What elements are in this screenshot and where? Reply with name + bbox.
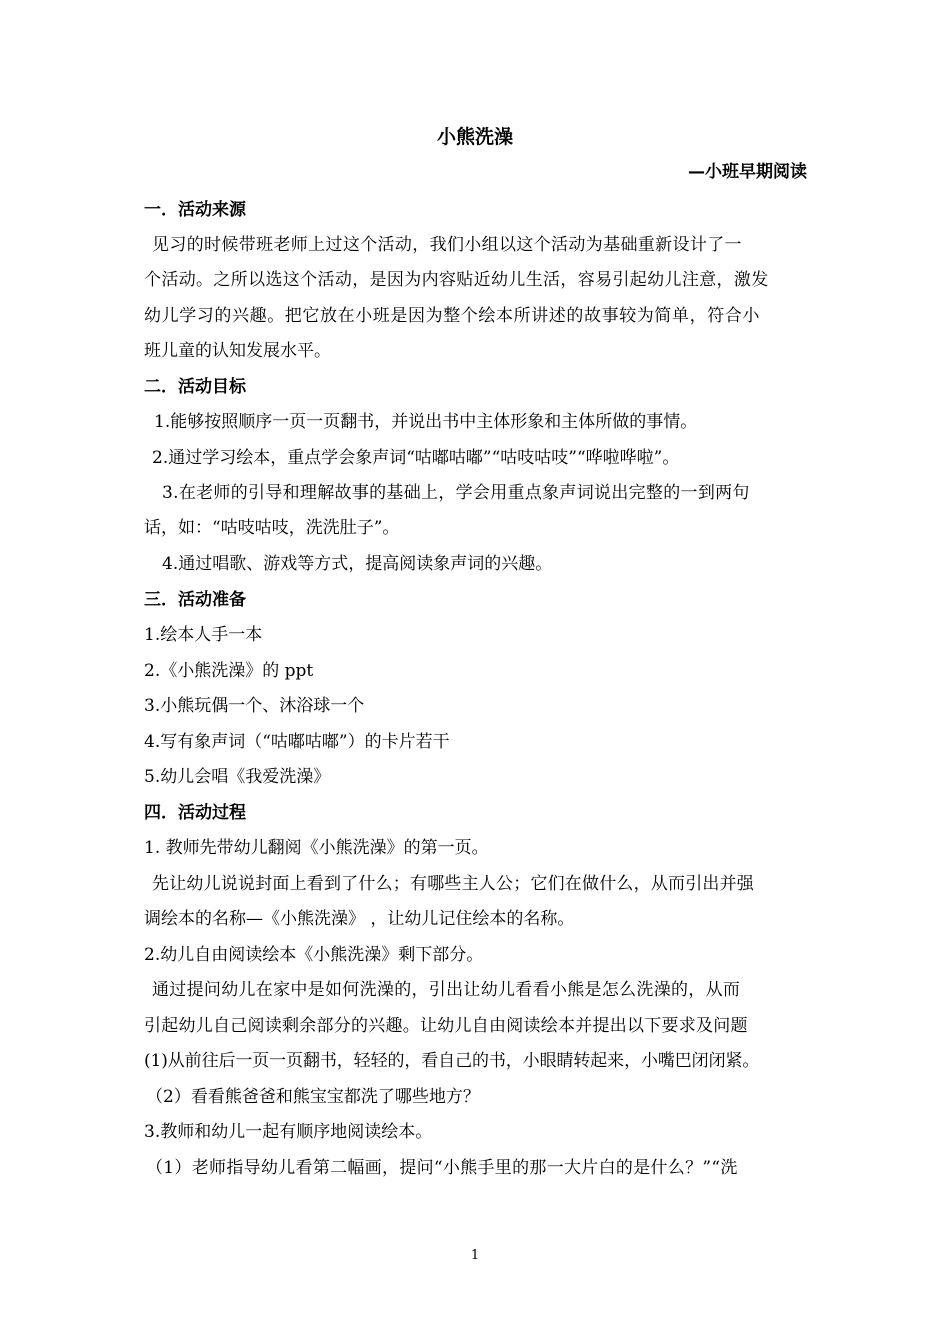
goal-item: 2.通过学习绘本，重点学会象声词“咕嘟咕嘟”“咕吱咕吱”“哗啦哗啦”。 [152,448,680,468]
process-step: 1. 教师先带幼儿翻阅《小熊洗澡》的第一页。 [144,838,489,858]
paragraph-line: 先让幼儿说说封面上看到了什么；有哪些主人公；它们在做什么，从而引出并强 [152,874,754,894]
preparation-item: 3.小熊玩偶一个、沐浴球一个 [144,696,365,716]
goal-item: 4.通过唱歌、游戏等方式，提高阅读象声词的兴趣。 [162,554,553,574]
preparation-item: 4.写有象声词（“咕嘟咕嘟”）的卡片若干 [144,732,450,752]
preparation-item: 5.幼儿会唱《我爱洗澡》 [144,767,331,787]
paragraph-line: （1）老师指导幼儿看第二幅画，提问“小熊手里的那一大片白的是什么？”“洗 [146,1158,738,1178]
paragraph-line: 调绘本的名称—《小熊洗澡》 ，让幼儿记住绘本的名称。 [144,909,575,929]
section-heading-source: 一．活动来源 [144,200,246,220]
goal-item: 3.在老师的引导和理解故事的基础上，学会用重点象声词说出完整的一到两句 [162,483,750,503]
goal-item-continued: 话，如：“咕吱咕吱，洗洗肚子”。 [144,518,400,538]
paragraph-line: 幼儿学习的兴趣。把它放在小班是因为整个绘本所讲述的故事较为简单，符合小 [144,306,760,326]
preparation-item: 2.《小熊洗澡》的 ppt [144,661,314,681]
paragraph-line: 见习的时候带班老师上过这个活动，我们小组以这个活动为基础重新设计了一 [152,235,742,255]
paragraph-line: （2）看看熊爸爸和熊宝宝都洗了哪些地方？ [146,1087,480,1107]
section-heading-preparation: 三．活动准备 [144,590,246,610]
paragraph-line: 班儿童的认知发展水平。 [144,341,331,361]
paragraph-line: 通过提问幼儿在家中是如何洗澡的，引出让幼儿看看小熊是怎么洗澡的，从而 [152,980,741,1000]
paragraph-line: 引起幼儿自己阅读剩余部分的兴趣。让幼儿自由阅读绘本并提出以下要求及问题 [144,1016,748,1036]
section-heading-process: 四．活动过程 [144,803,246,823]
goal-item: 1.能够按照顺序一页一页翻书，并说出书中主体形象和主体所做的事情。 [154,412,698,432]
paragraph-line: 个活动。之所以选这个活动，是因为内容贴近幼儿生活，容易引起幼儿注意，激发 [144,270,769,290]
process-step: 2.幼儿自由阅读绘本《小熊洗澡》剩下部分。 [144,945,484,965]
document-title: 小熊洗澡 [436,126,513,148]
section-heading-goals: 二．活动目标 [144,377,246,397]
process-step: 3.教师和幼儿一起有顺序地阅读绘本。 [144,1122,433,1142]
paragraph-line: (1)从前往后一页一页翻书，轻轻的，看自己的书，小眼睛转起来，小嘴巴闭闭紧。 [144,1051,760,1071]
document-subtitle: —小班早期阅读 [688,162,807,182]
page-number: 1 [470,1248,480,1263]
preparation-item: 1.绘本人手一本 [144,625,263,645]
